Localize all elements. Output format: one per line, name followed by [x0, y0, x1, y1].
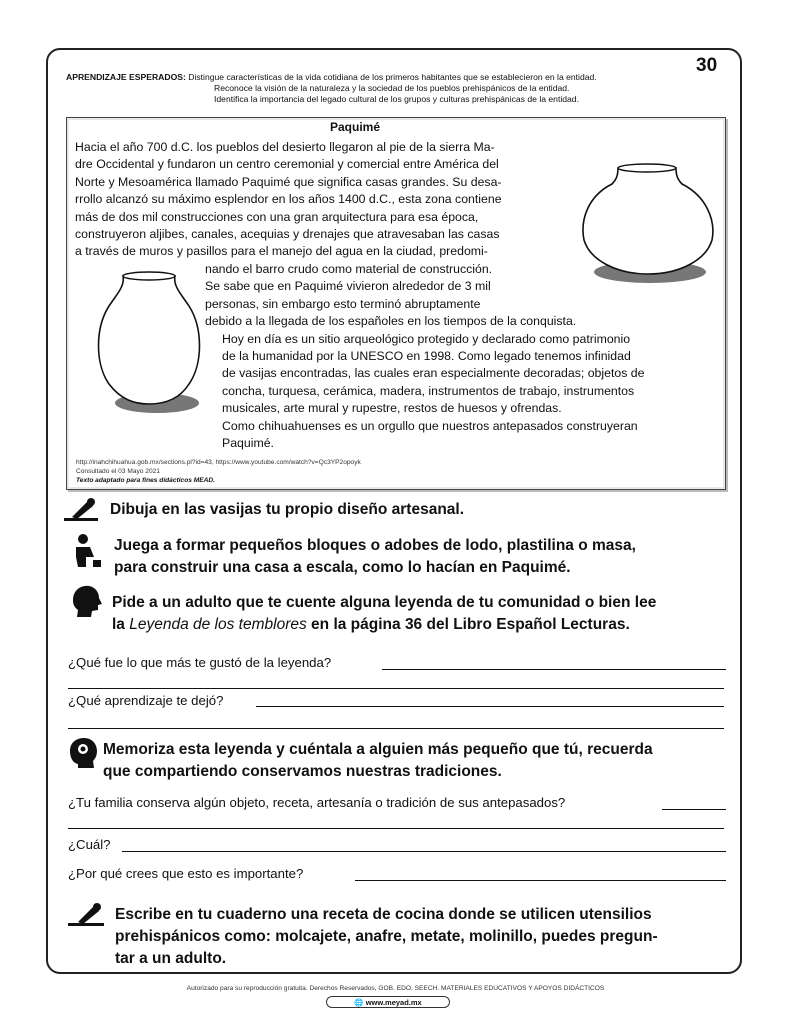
question-family-tradition: ¿Tu familia conserva algún objeto, receta, artesanía o tradición de sus antepasados? [68, 795, 566, 810]
reading-line: Se sabe que en Paquimé vivieron alrededor de 3 mil [205, 279, 491, 294]
speaking-head-icon [69, 584, 105, 618]
child-building-icon [72, 533, 104, 569]
question-liked: ¿Qué fue lo que más te gustó de la leyenda? [68, 655, 332, 670]
reading-line: Paquimé. [222, 436, 274, 451]
answer-line[interactable] [382, 669, 726, 670]
reading-line: rrollo alcanzó su máximo esplendor en los años 1400 d.C., esta zona contiene [75, 192, 502, 207]
instruction-line: Escribe en tu cuaderno una receta de cocina donde se utilicen utensilios [115, 906, 652, 923]
reading-line: nando el barro crudo como material de construcción. [205, 262, 493, 276]
expected-learning-label: APRENDIZAJE ESPERADOS: [66, 72, 186, 82]
source-adapted: Texto adaptado para fines didácticos MEAD. [76, 477, 215, 484]
expected-learning [66, 72, 716, 106]
reading-paragraph-bottom [205, 261, 645, 452]
question-which: ¿Cuál? [68, 837, 111, 852]
question-why-important: ¿Por qué crees que esto es importante? [68, 866, 304, 881]
reading-line: a través de muros y pasillos para el manejo del agua en la ciudad, predomi- [75, 244, 488, 259]
answer-line[interactable] [355, 880, 726, 881]
source-url: http://inahchihuahua.gob.mx/sections.pl?id=43, https://www.youtube.com/watch?v=Qc3YP2opoyk [76, 459, 361, 466]
instruction-line: tar a un adulto. [115, 950, 227, 967]
instruction-memorize [103, 739, 653, 783]
reading-line: Hoy en día es un sitio arqueológico protegido y declarado como patrimonio [222, 331, 631, 346]
instruction-legend: Pide a un adulto que te cuente alguna leyenda de tu comunidad o bien lee la Leyenda de los temblores en la página 36 del Libro Español Lecturas. [112, 594, 657, 633]
answer-line[interactable] [122, 851, 726, 852]
website-link[interactable] [326, 996, 450, 1008]
reading-line: Hacia el año 700 d.C. los pueblos del desierto llegaron al pie de la sierra Ma- [75, 140, 495, 154]
website-label: www.meyad.mx [365, 998, 422, 1007]
reading-line: concha, turquesa, cerámica, madera, instrumentos de trabajo, instrumentos [222, 383, 635, 398]
reading-line: de la humanidad por la UNESCO en 1998. Como legado tenemos infinidad [222, 349, 631, 364]
clay-vessel-left[interactable] [95, 268, 205, 418]
expected-learning-line: Identifica la importancia del legado cultural de los grupos y culturas prehispánicas de la entidad. [214, 94, 579, 105]
clay-vessel-right[interactable] [578, 162, 718, 287]
instruction-line: que compartiendo conservamos nuestras tradiciones. [103, 763, 502, 780]
answer-line[interactable] [68, 688, 724, 689]
globe-icon: 🌐 [354, 998, 364, 1007]
instruction-line: para construir una casa a escala, como lo hacían en Paquimé. [114, 559, 571, 576]
reading-line: más de dos mil construcciones con una gran arquitectura para esa época, [75, 209, 479, 224]
reading-line: de vasijas encontradas, las cuales eran especialmente decoradas; objetos de [222, 366, 645, 381]
question-learning: ¿Qué aprendizaje te dejó? [68, 693, 224, 708]
reading-line: dre Occidental y fundaron un centro ceremonial y comercial entre América del [75, 157, 499, 172]
instruction-line: Juega a formar pequeños bloques o adobes de lodo, plastilina o masa, [114, 537, 636, 554]
reading-line: musicales, arte mural y rupestre, restos de huesos y ofrendas. [222, 401, 562, 416]
pencil-writing-icon [68, 902, 106, 928]
answer-line[interactable] [662, 809, 726, 810]
thinking-head-icon [67, 737, 99, 769]
pencil-writing-icon [64, 497, 100, 523]
source-consulted: Consultado el 03 Mayo 2021 [76, 468, 160, 475]
book-title: Leyenda de los temblores [129, 616, 307, 633]
reading-line: Norte y Mesoamérica llamado Paquimé que significa casas grandes. Su desa- [75, 174, 502, 189]
instruction-recipe [115, 904, 658, 970]
instruction-build [114, 535, 636, 579]
instruction-draw: Dibuja en las vasijas tu propio diseño artesanal. [110, 501, 465, 518]
reading-line: debido a la llegada de los españoles en los tiempos de la conquista. [205, 314, 577, 329]
instruction-line: prehispánicos como: molcajete, anafre, metate, molinillo, puedes pregun- [115, 928, 658, 945]
answer-line[interactable] [256, 706, 724, 707]
expected-learning-line: Reconoce la visión de la naturaleza y la sociedad de los pueblos prehispánicos de la entidad. [214, 83, 570, 94]
answer-line[interactable] [68, 728, 724, 729]
footer-rights: Autorizado para su reproducción gratuita. Derechos Reservados, GOB. EDO. SEECH. MATERIALES EDUCATIVOS Y APOYOS DIDÁCTICOS [186, 985, 605, 992]
reading-title: Paquimé [330, 120, 381, 134]
expected-learning-line: Distingue características de la vida cotidiana de los primeros habitantes que se establecieron en la entidad. [188, 72, 597, 82]
instruction-line: Pide a un adulto que te cuente alguna leyenda de tu comunidad o bien lee [112, 594, 657, 611]
instruction-line: Memoriza esta leyenda y cuéntala a alguien más pequeño que tú, recuerda [103, 741, 653, 758]
page-number: 30 [696, 55, 718, 76]
answer-line[interactable] [68, 828, 724, 829]
reading-paragraph-top [75, 139, 502, 261]
reading-line: construyeron aljibes, canales, acequias y drenajes que atravesaban las casas [75, 227, 500, 242]
reading-line: Como chihuahuenses es un orgullo que nuestros antepasados construyeran [222, 418, 638, 433]
reading-line: personas, sin embargo esto terminó abruptamente [205, 296, 481, 311]
